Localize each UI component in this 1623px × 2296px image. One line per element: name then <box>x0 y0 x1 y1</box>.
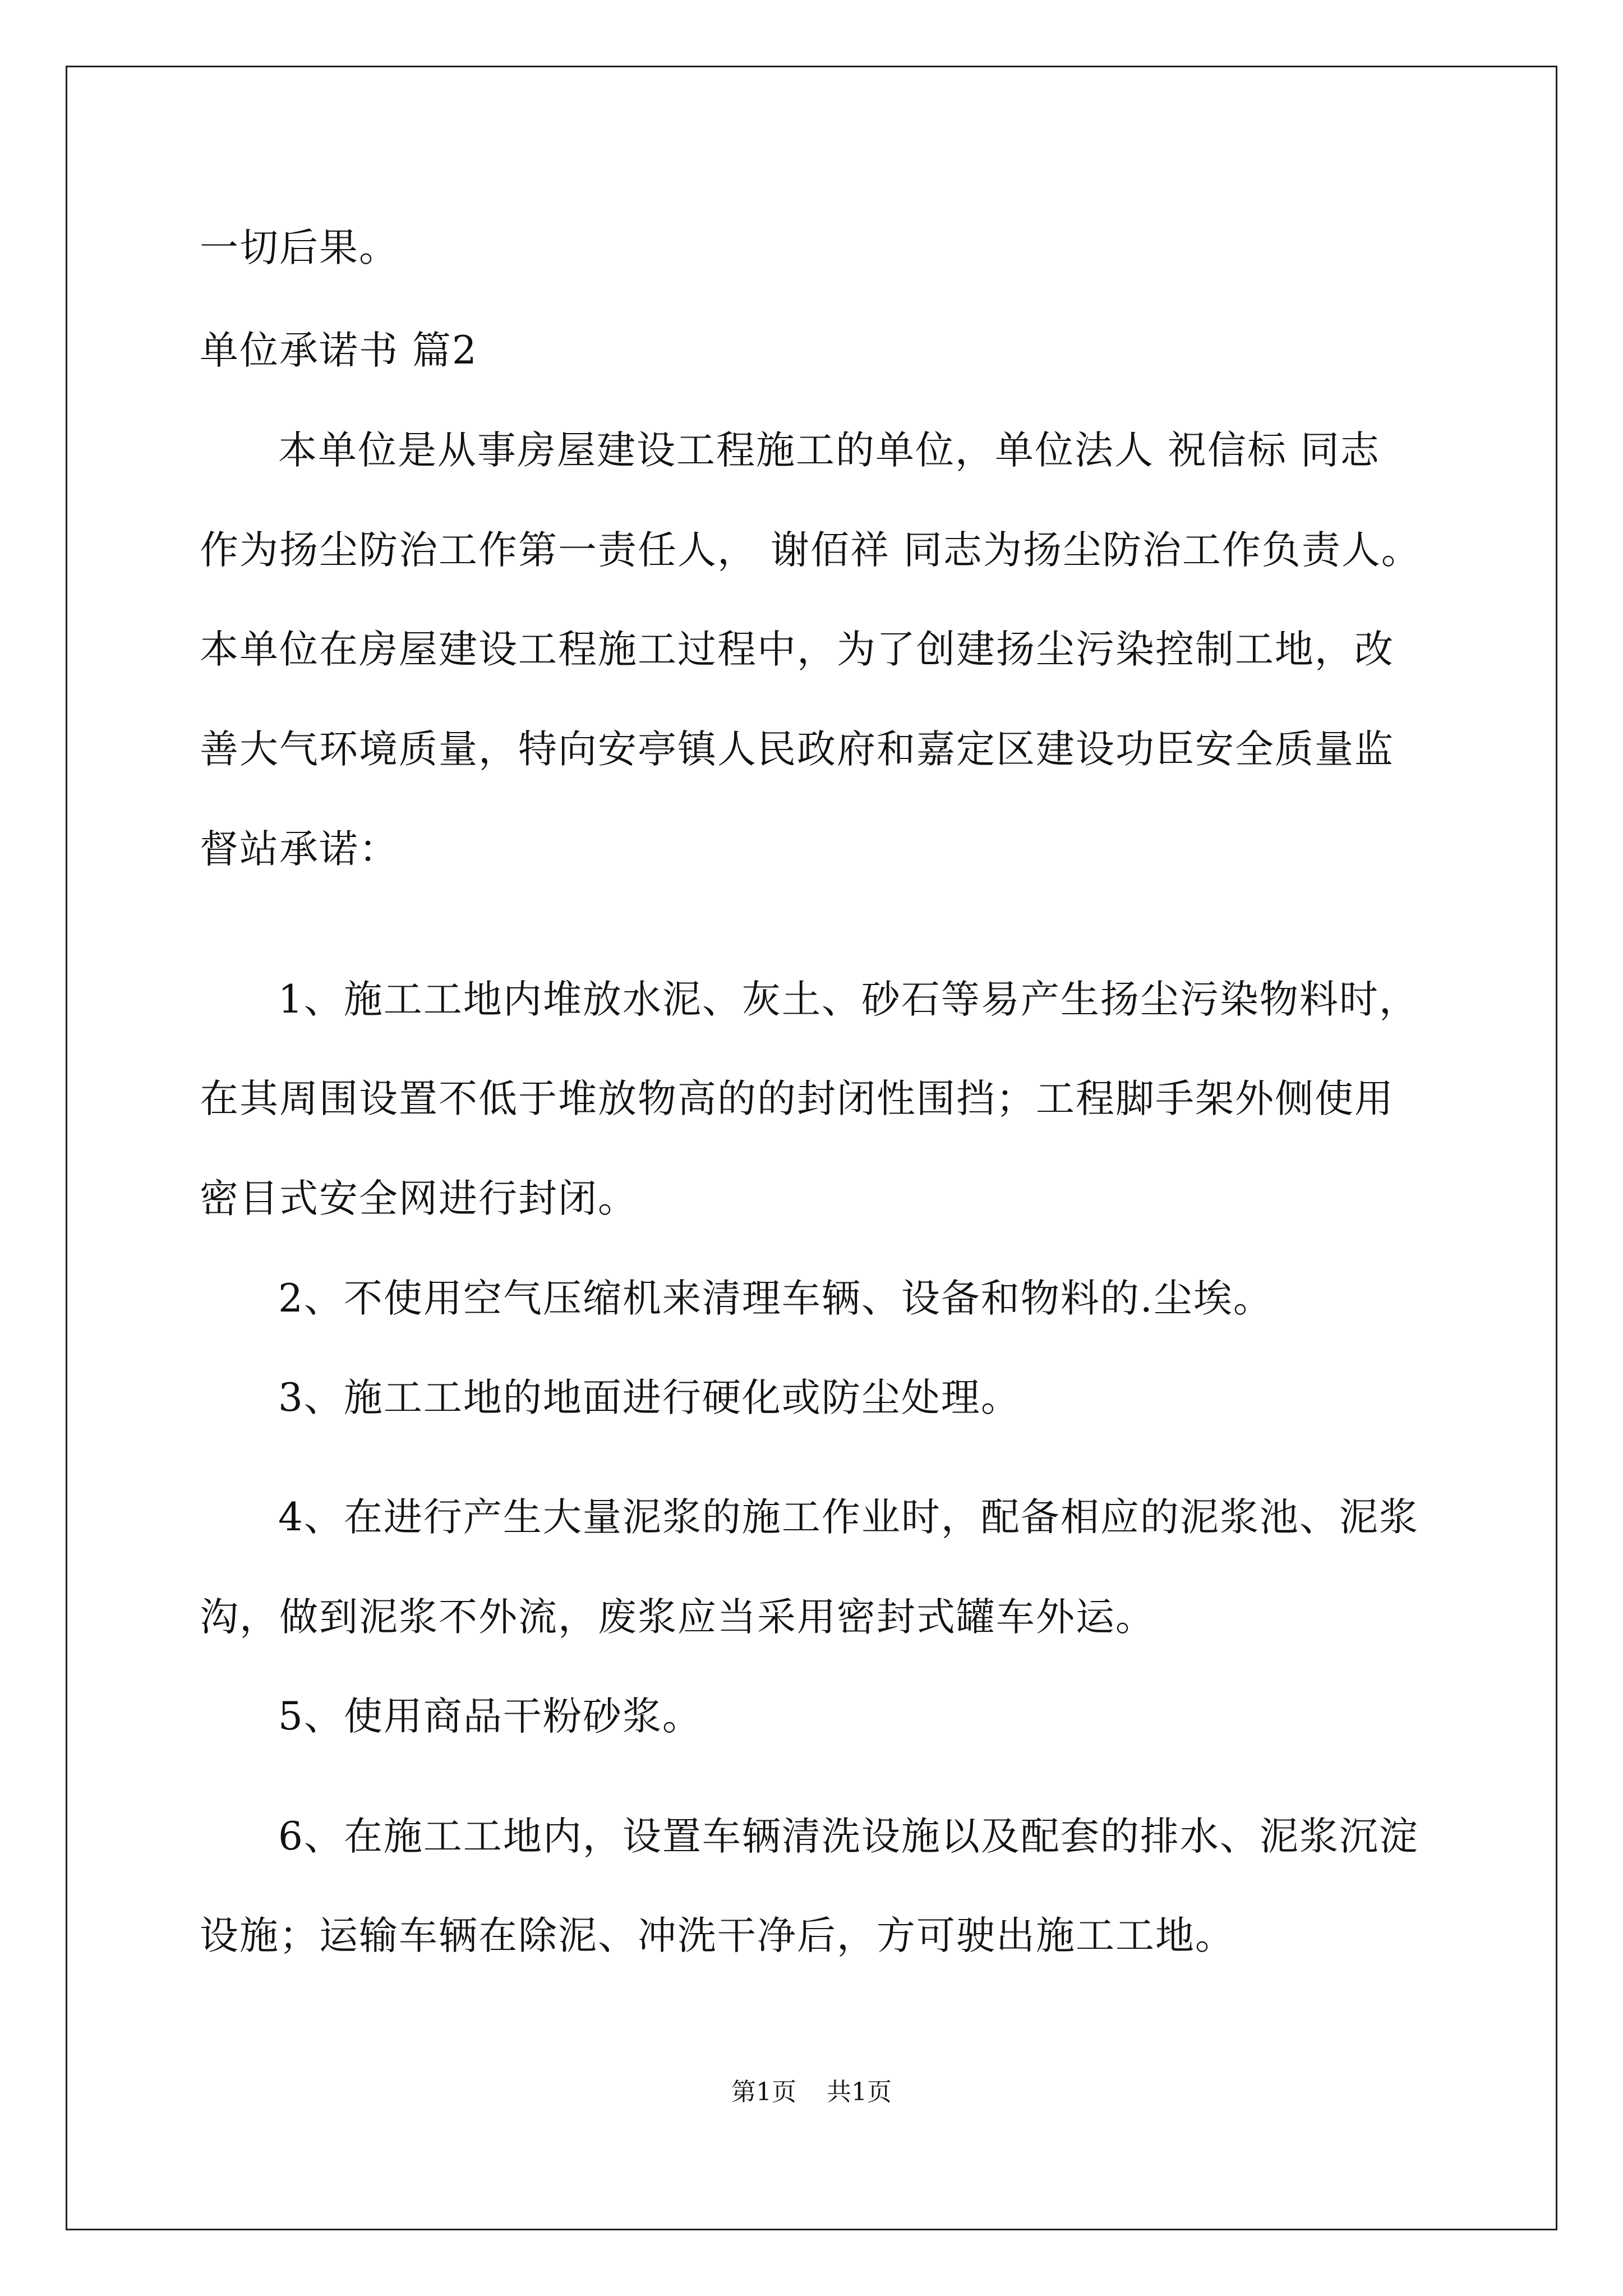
page-total: 共1页 <box>827 2078 892 2106</box>
section-heading: 单位承诺书 篇2 <box>200 328 478 373</box>
paragraph-line: 善大气环境质量，特向安亭镇人民政府和嘉定区建设功臣安全质量监 <box>200 727 1394 772</box>
paragraph-line: 督站承诺： <box>200 827 399 872</box>
paragraph-line: 沟，做到泥浆不外流，废浆应当采用密封式罐车外运。 <box>200 1595 1155 1640</box>
paragraph-line: 在其周围设置不低于堆放物高的的封闭性围挡；工程脚手架外侧使用 <box>200 1076 1394 1121</box>
page-footer <box>0 2076 1623 2109</box>
paragraph-line: 本单位在房屋建设工程施工过程中，为了创建扬尘污染控制工地，改 <box>200 627 1394 672</box>
paragraph-line: 密目式安全网进行封闭。 <box>200 1176 638 1221</box>
page-number: 第1页 <box>731 2078 796 2106</box>
list-item: 4、在进行产生大量泥浆的施工作业时，配备相应的泥浆池、泥浆 <box>278 1495 1419 1540</box>
page-border <box>66 66 1557 2230</box>
paragraph-line: 设施；运输车辆在除泥、冲洗干净后，方可驶出施工工地。 <box>200 1913 1235 1958</box>
list-item: 3、施工工地的地面进行硬化或防尘处理。 <box>278 1375 1021 1420</box>
paragraph-line: 一切后果。 <box>200 226 399 270</box>
list-item: 5、使用商品干粉砂浆。 <box>278 1694 702 1739</box>
list-item: 1、施工工地内堆放水泥、灰土、砂石等易产生扬尘污染物料时， <box>278 977 1419 1022</box>
list-item: 6、在施工工地内，设置车辆清洗设施以及配套的排水、泥浆沉淀 <box>278 1814 1419 1859</box>
paragraph-line: 作为扬尘防治工作第一责任人， 谢佰祥 同志为扬尘防治工作负责人。 <box>200 528 1421 573</box>
list-item: 2、不使用空气压缩机来清理车辆、设备和物料的.尘埃。 <box>278 1276 1273 1321</box>
paragraph-line: 本单位是从事房屋建设工程施工的单位，单位法人 祝信标 同志 <box>278 428 1380 473</box>
